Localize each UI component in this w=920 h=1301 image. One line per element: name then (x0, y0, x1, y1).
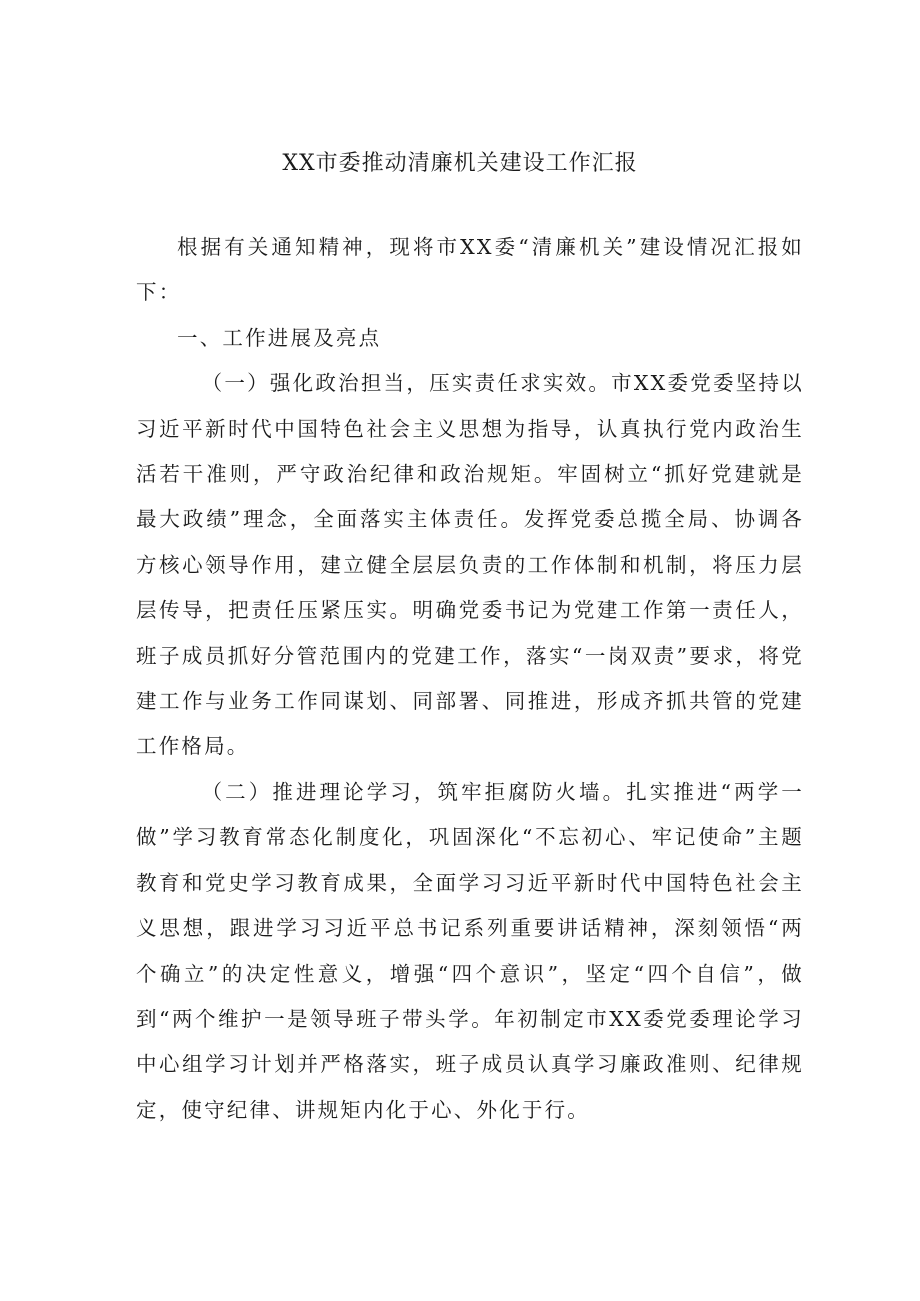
section-heading-1: 一、工作进展及亮点 (177, 325, 382, 350)
document-body (136, 225, 804, 1133)
subsection-paragraph-2: （二）推进理论学习，筑牢拒腐防火墙。扎实推进“两学一做”学习教育常态化制度化，巩固深化“不忘初心、牢记使命”主题教育和党史学习教育成果，全面学习习近平新时代中国特色社会主义思想，跟进学习习近平总书记系列重要讲话精神，深刻领悟“两个确立”的决定性意义，增强“四个意识”，坚定“四个自信”，做到“两个维护一是领导班子带头学。年初制定市XX委党委理论学习中心组学习计划并严格落实，班子成员认真学习廉政准则、纪律规定，使守纪律、讲规矩内化于心、外化于行。 (136, 779, 804, 1122)
intro-paragraph: 根据有关通知精神，现将市XX委“清廉机关”建设情况汇报如下： (136, 235, 804, 305)
document-title: XX市委推动清廉机关建设工作汇报 (282, 151, 638, 176)
subsection-paragraph-1: （一）强化政治担当，压实责任求实效。市XX委党委坚持以习近平新时代中国特色社会主义思想为指导，认真执行党内政治生活若干准则，严守政治纪律和政治规矩。牢固树立“抓好党建就是最大政绩”理念，全面落实主体责任。发挥党委总揽全局、协调各方核心领导作用，建立健全层层负责的工作体制和机制，将压力层层传导，把责任压紧压实。明确党委书记为党建工作第一责任人，班子成员抓好分管范围内的党建工作，落实“一岗双责”要求，将党建工作与业务工作同谋划、同部署、同推进，形成齐抓共管的党建工作格局。 (136, 371, 804, 759)
